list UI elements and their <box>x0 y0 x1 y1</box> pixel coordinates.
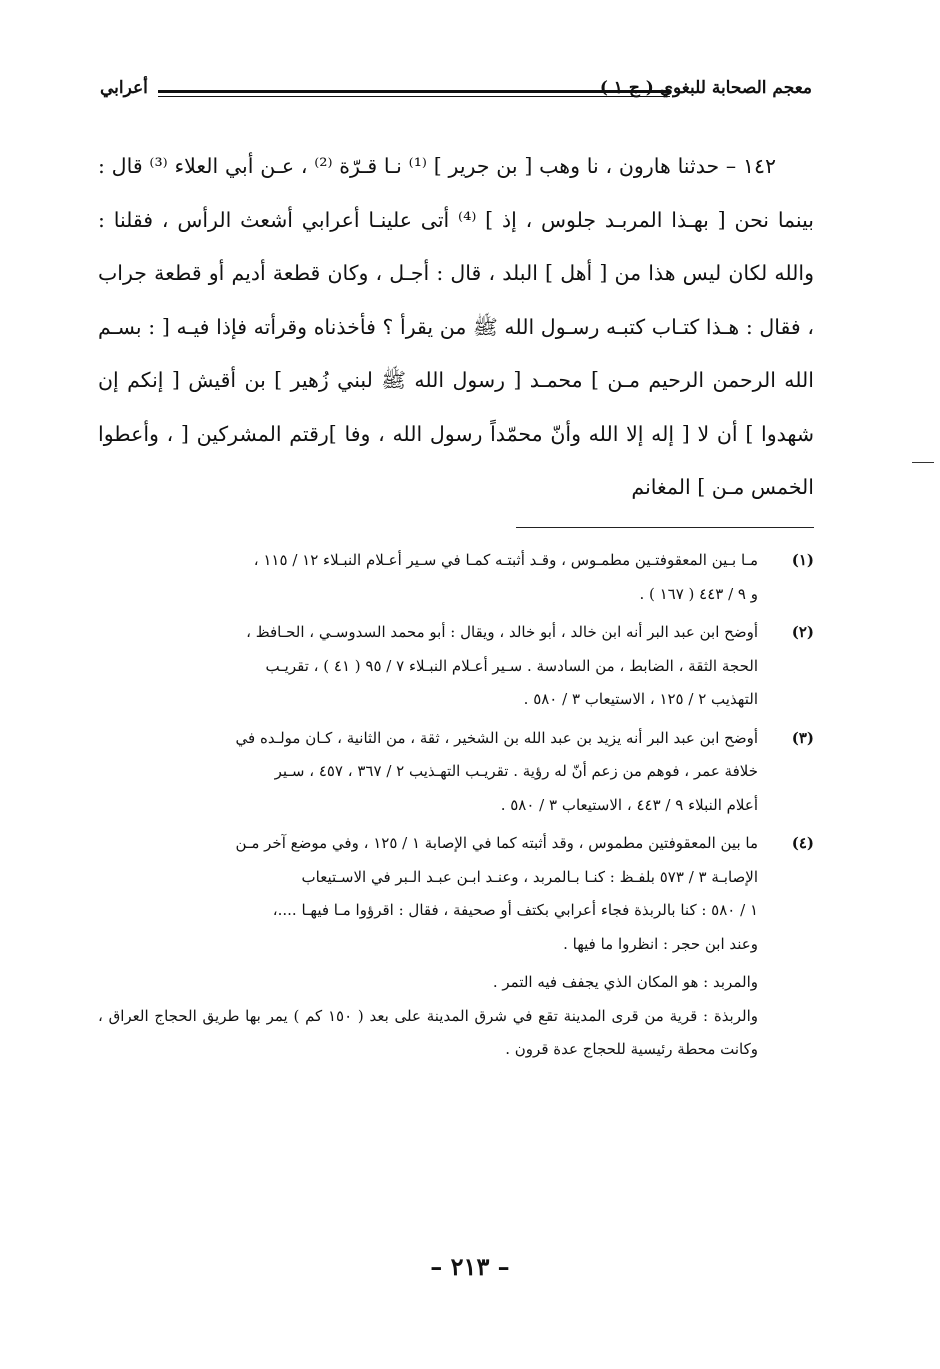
hadith-paragraph: ١٤٢ – حدثنا هارون ، نا وهب [ بن جرير ] ⁽¹⁾ نـا قـرّة ⁽²⁾ ، عـن أبي العلاء ⁽³⁾ قال : بينما نحن [ بهـذا المربـد جلوس ، إذ ] ⁽⁴⁾ أتى علينـا أعرابي أشعث الرأس ، فقلنا : والله لكان ليس هذا من [ أهل ] البلد ، قال : أجـل ، وكان قطعة أديم أو قطعة جراب ، فقال : هـذا كتـاب كتبـه رسـول الله ﷺ من يقرأ ؟ فأخذناه وقرأته فإذا فيـه [ : بسـم الله الرحمن الرحيم مـن ] محمـد [ رسول الله ﷺ لبني زُهير ] بن أقيش [ إنكم إن شهدوا ] أن لا [ إله إلا الله وأنّ محمّداً رسول الله ، وفا ]رقتم المشركين [ ، وأعطوا الخمس مـن ] المغانم <box>98 154 814 499</box>
footnote-number: (٣) <box>791 728 814 747</box>
footnote-number: (١) <box>791 551 814 569</box>
footnote-line: خلافة عمر ، فوهم من زعم أنّ له رؤية . تقريـب التهـذيب ٢ / ٣٦٧ ، ٤٥٧ ، سـير <box>274 762 758 780</box>
footnote-number: (٢) <box>791 623 814 641</box>
footnote-text <box>98 544 758 611</box>
footnote-text <box>98 827 758 961</box>
footnote-line: الحجة الثقة ، الضابط ، من السادسة . سـير أعـلام النبـلاء ٧ / ٩٥ ( ٤١ ) ، تقريـب <box>265 656 758 675</box>
footnote-line: أوضح ابن عبد البر أنه ابن خالد ، أبو خالد ، ويقال : أبو محمد السدوسـي ، الحـافظ ، <box>246 623 758 641</box>
footnote-4 <box>98 827 814 961</box>
note-mirbad <box>98 966 814 1000</box>
footnote-text <box>98 616 758 717</box>
footnote-number: (٤) <box>791 834 814 852</box>
footnote-line: ١ / ٥٨٠ : كنا بالربذة فجاء أعرابي بكتف أو صحيفة ، فقال : اقرؤوا مـا فيهـا ....، <box>272 901 758 919</box>
margin-mark <box>912 462 934 463</box>
footnote-line: و ٩ / ٤٤٣ ( ١٦٧ ) . <box>639 584 758 603</box>
section-name: أعرابي <box>100 78 148 98</box>
footnote-line: مـا بـين المعقوفتـين مطمـوس ، وقـد أثبتـه كمـا في سـير أعـلام النبـلاء ١٢ / ١١٥ ، <box>253 551 758 569</box>
footnote-1 <box>98 544 814 611</box>
book-title: معجم الصحابة للبغوي ( ج ١ ) <box>599 78 812 98</box>
note-rabadha <box>98 1000 814 1067</box>
footnote-text <box>98 722 758 823</box>
main-text <box>98 140 814 515</box>
footnote-line: ما بين المعقوفتين مطموس ، وقد أثبته كما في الإصابة ١ / ١٢٥ ، وفي موضع آخر مـن <box>235 834 758 852</box>
footnote-line: التهذيب ٢ / ١٢٥ ، الاستيعاب ٣ / ٥٨٠ . <box>523 690 758 708</box>
footnotes <box>98 544 814 1067</box>
page-number: – ٢١٣ – <box>430 1252 510 1281</box>
footnote-line: الإصابـة ٣ / ٥٧٣ بلفـظ : كنـا بـالمربد ، وعنـد ابـن عبـد الـبر في الاسـتيعاب <box>301 867 758 886</box>
footnote-line: وعند ابن حجر : انظروا ما فيها . <box>563 934 758 953</box>
running-header <box>100 78 812 118</box>
footnote-2 <box>98 616 814 717</box>
note-text: والمربد : هو المكان الذي يجفف فيه التمر . <box>492 973 758 991</box>
footnote-line: أعلام النبلاء ٩ / ٤٤٣ ، الاستيعاب ٣ / ٥٨٠ . <box>500 795 758 814</box>
footnote-line: أوضح ابن عبد البر أنه يزيد بن عبد الله بن الشخير ، ثقة ، من الثانية ، كـان مولـده في <box>235 728 758 747</box>
header-rule <box>158 90 670 97</box>
footnote-3 <box>98 722 814 823</box>
footnote-separator <box>516 527 814 528</box>
note-text: والربذة : قرية من قرى المدينة تقع في شرق المدينة على بعد ( ١٥٠ كم ) يمر بها طريق الحجاج العراق ، وكانت محطة رئيسية للحجاج عدة قرون . <box>98 1006 758 1058</box>
